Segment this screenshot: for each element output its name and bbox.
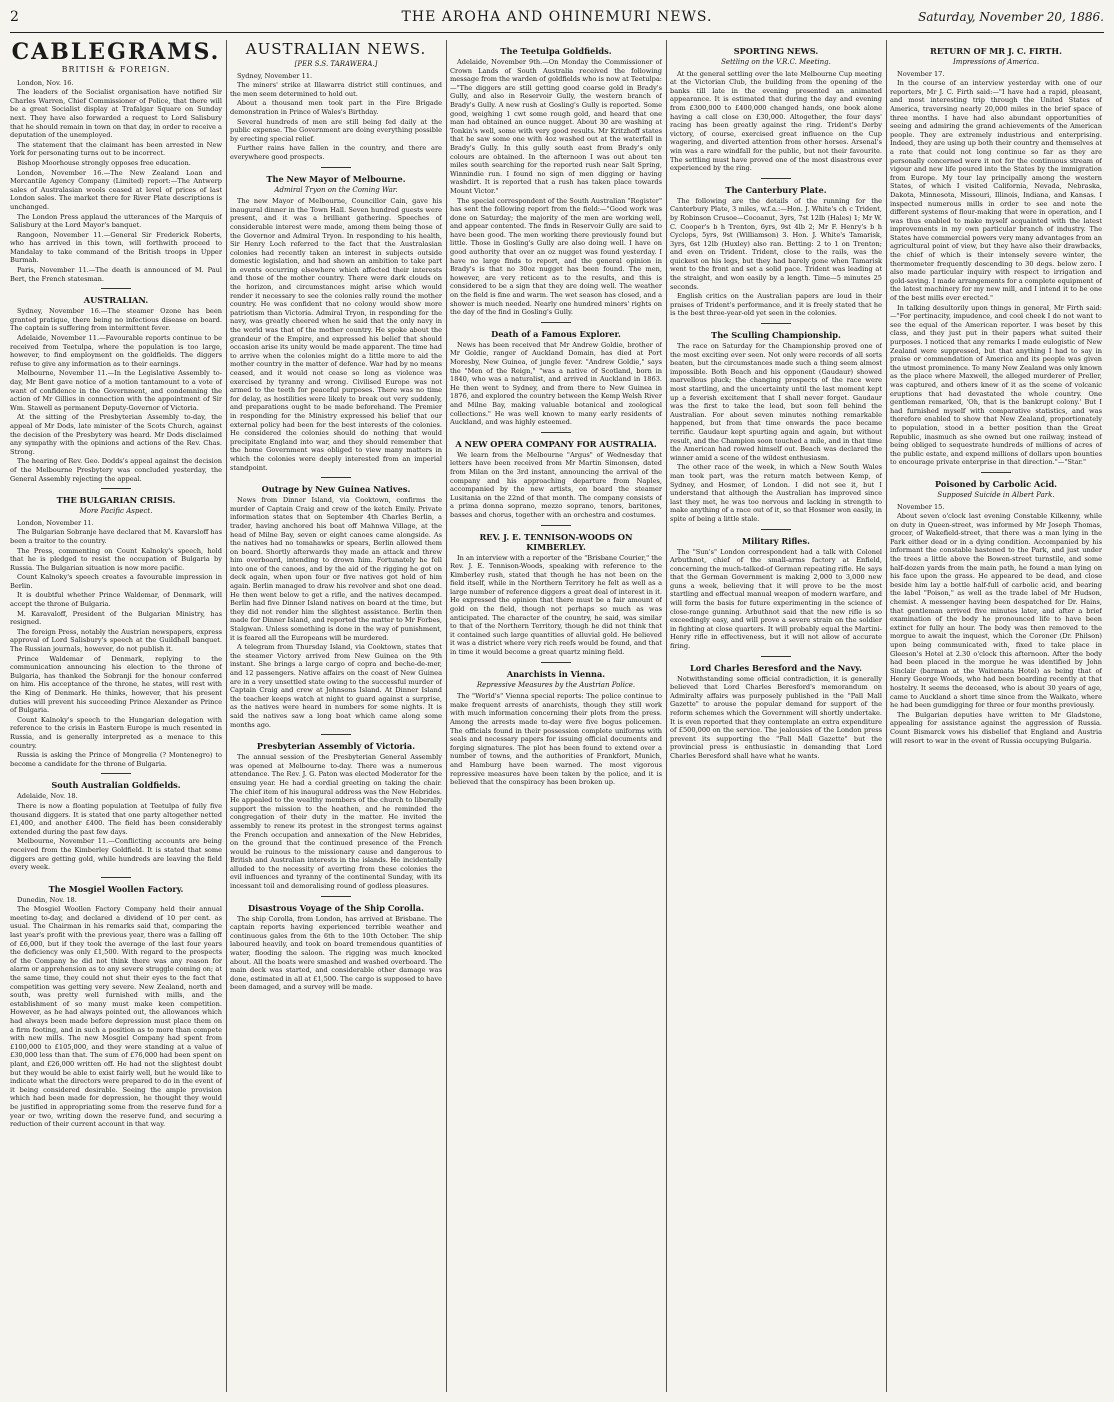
article-paragraph: About a thousand men took part in the Fire Brigade demonstration in Prince of Wales's Birthday.	[230, 99, 442, 116]
article-paragraph: London, Nov. 16.	[17, 78, 74, 87]
article-paragraph: The race on Saturday for the Championship proved one of the most exciting ever seen. Not only were records of all sorts beaten, but the circumstances made such a thing seem almost impossible. Both Beach and his opponent (Gaudaur) showed marvellous pluck; the changing prospects of the race were most startling, and the uncertainty until the last moment kept up a feverish excitement that I shall never forget. Gaudaur was the first to take the lead, but soon fell behind the Australian. For about seven minutes nothing remarkable happened, but from that time onwards the pace became terrific. Gaudaur kept spurting again and again, but without result, and the Champion soon touched a mile, and in that time the American had rowed himself out. Beach was declared the winner amid a scene of the wildest enthusiasm.	[670, 342, 882, 462]
article-headline: Presbyterian Assembly of Victoria.	[256, 741, 416, 752]
article-headline: Disastrous Voyage of the Ship Corolla.	[248, 902, 424, 913]
article-paragraph: The other race of the week, in which a New South Wales man took part, was the return match between Kemp, of Sydney, and Hosmer, of London. I did not see it, but I understand that although the Australian has improved since last they met, he was too nervous and lacking in strength to make anything of a race out of it, so that Hosmer won easily, in spite of being a little stale.	[670, 463, 882, 523]
article-headline: THE BULGARIAN CRISIS.	[56, 495, 176, 506]
article-divider	[761, 323, 791, 324]
article-paragraph: Melbourne, November 11.—Conflicting accounts are being received from the Kimberley Goldfield. It is stated that some diggers are getting gold, while hundreds are leaving the field every week.	[10, 837, 222, 872]
article-paragraph: The Mosgiel Woollen Factory Company held their annual meeting to-day, and declared a dividend of 10 per cent. as usual. The Chairman in his remarks said that, comparing the last year's profit with the previous year, there was a falling off of £6,000, but if they took the average of the last four years the deficiency was only £1,500. With regard to the prospects of the Company he did not think there was any reason for alarm or apprehension as to any severe struggle coming on; at the same time, they could not shut their eyes to the fact that competition was getting very severe. New Zealand, north and south, was pretty well furnished with mills, and the establishment of so many must make keen competition. However, as he had always pointed out, the allowances which had always been made before depression must place them on a firm footing, and in such a position as to more than compete with new mills. The new Mosgiel Company had spent from £100,000 to £105,000, and they were standing at a value of £30,000 less than that. The sum of £76,000 had been spent on plant, and £26,000 written off. He had not the slightest doubt but they would be able to exist fairly well, but he would like to indicate what the directors were prepared to do in the event of it being considered desirable. Seeing the ample provision which had been made for depression, he thought they would be justified in appropriating some from the reserve fund for a year or two, writing down the reserve fund, and securing a reduction of their current account in that way.	[10, 905, 222, 1129]
article-paragraph: Prince Waldemar of Denmark, replying to the communication announcing his election to the throne of Bulgaria, has thanked the Sobranji for the honour conferred on him. His acceptance of the throne, he states, will rest with the King of Denmark. He thinks, however, that his present duties will prevent his succeeding Prince Alexander as Prince of Bulgaria.	[10, 654, 222, 715]
article-paragraph: The miners' strike at Illawarra district still continues, and the men seem determined to hold out.	[230, 81, 442, 98]
article-paragraph: In an interview with a reporter of the "Brisbane Courier," the Rev. J. E. Tennison-Woods, speaking with reference to the Kimberley rush, stated that though he has not been on the field itself, while in the Northern Territory he felt as well as a large number of reference diggers a great deal of interest in it. He expressed the opinion that there must be a fair amount of gold on the field, though not perhaps so much as was anticipated. The character of the country, he said, was similar to that of the Northern Territory, though he did not think that it contained such large quantities of alluvial gold. He believed it was a district where very rich reefs would be found, and that in time it would become a great quartz mining field.	[450, 553, 662, 657]
article-paragraph: We learn from the Melbourne "Argus" of Wednesday that letters have been received from Mr Martin Simonsen, dated from Milan on the 3rd instant, announcing the arrival of the company and his approaching departure from Naples, accompanied by the new artists, on board the steamer Lusitania on the 22nd of that month. The company consists of a prima donna soprano, mezzo soprano, tenors, baritones, basses and chorus, together with an orchestra and costumes.	[450, 450, 662, 519]
article-headline: AUSTRALIAN.	[83, 295, 149, 306]
article-paragraph: The special correspondent of the South Australian "Register" has sent the following report from the field:—"Good work was done on Saturday; the majority of the men are working well, and appear contented. The finds in Reservoir Gully are said to have been good. The men working there previously found but little. Those in Gosling's Gully are also doing well. I have on good authority that over an oz nugget was found yesterday. I have no large finds to report, and the general opinion in Brady's is that no 30oz nugget has been found. The men, however, are very reticent as to the results, and this is considered to be a sign that they are doing well. The weather on the field is fine and warm. The wet season has closed, and a shower is much needed. Nearly one hundred miners' rights on the day of the find in Gosling's Gully.	[450, 196, 662, 317]
column-5	[890, 40, 1102, 1392]
article-paragraph: Sydney, November 11.	[237, 71, 313, 80]
article-paragraph: The "World's" Vienna special reports: The police continue to make frequent arrests of anarchists, though they still work with much information concerning their plots from the press. Among the arrests made to-day were five bogus policemen. The officials found in their possession complete uniforms with seals and necessary papers for issuing official documents and forging signatures. The plot has been found to extend over a number of towns, and the authorities of Frankfort, Munich, and Hamburg have been warned. The most vigorous repressive measures have been taken by the police, and it is believed that the conspiracy has been broken up.	[450, 692, 662, 787]
column-4	[670, 40, 882, 1392]
article-paragraph: A telegram from Thursday Island, via Cooktown, states that the steamer Victory arrived from New Guinea on the 9th instant. She brings a large cargo of copra and beche-de-mer, and 12 passengers. Native affairs on the coast of New Guinea are in a very unsettled state owing to the successful murder of Captain Craig and crew at Johnsons Island. At Dinner Island the teacher keeps watch at night to guard against a surprise, as the natives were heard in numbers for some nights. It is said the natives saw a long boat which came along some months ago.	[230, 643, 442, 729]
article-paragraph: The "Sun's" London correspondent had a talk with Colonel Arbuthnot, chief of the small-arms factory at Enfield, concerning the much-talked-of German repeating rifle. He says that the German Government is making 2,000 to 3,000 new guns a week, believing that it will prove to be the most startling and effectual manual weapon of modern warfare, and will form the basis for future experimenting in the science of close-range gunning. Arbuthnot said that the new rifle is so exceedingly easy, and will prove a severe strain on the soldier in fighting at close quarters. It will probably equal the Martini-Henry rifle in effectiveness, but it will not allow of accurate firing.	[670, 547, 882, 651]
article-subheadline: Repressive Measures by the Austrian Police.	[476, 680, 636, 689]
column-2	[230, 40, 442, 1392]
section-masthead: AUSTRALIAN NEWS.	[245, 40, 427, 58]
article-paragraph: Count Kalnoky's speech creates a favourable impression in Berlin.	[10, 573, 222, 590]
article-paragraph: At the general settling over the late Melbourne Cup meeting at the Victorian Club, the building from the opening of the banks till late in the evening presented an animated appearance. It is estimated that during the day and evening from £300,000 to £400,000 changed hands, one book alone having a call close on £30,000. Altogether, the four days' racing has been greatly against the ring. Trident's Derby victory, of course, exercised great influence on the Cup wagering, and diverted attention from other horses. Arsenal's win was a rare windfall for the public, but not their favourite. The settling must have proved one of the most disastrous ever experienced by the ring.	[670, 69, 882, 173]
article-paragraph: Adelaide, November 11.—Favourable reports continue to be received from Teetulpa, where the population is too large, however, to find employment on the goldfields. The diggers refuse to give any information as to their earnings.	[10, 334, 222, 368]
article-headline: The Mosgiel Woollen Factory.	[48, 883, 184, 894]
article-paragraph: About seven o'clock last evening Constable Kilkenny, while on duty in Queen-street, was informed by Mr Joseph Thomas, grocer, of Wakefield-street, that there was a man lying in the Park either dead or in a dying condition. Accompanied by his informant the constable hastened to the Park, and just under the trees a little above the Bowen-street turnstile, and some half-dozen yards from the main path, he found a man lying on his face upon the grass. He appeared to be dead, and close beside him lay a bottle half-full of carbolic acid, and bearing the label "Poison," as well as the trade label of Mr Hudson, chemist. A messenger having been despatched for Dr. Hains, that gentleman arrived five minutes later, and after a brief examination of the body he pronounced life to have been extinct for fully an hour. The body was then removed to the morgue to await the inquest, which the Coroner (Dr. Philson) upon being communicated with, fixed to take place in Gleeson's Hotel at 2.30 o'clock this afternoon. After the body had been placed in the morgue he was identified by John Sinclair (barman at the Waitemata Hotel) as being that of Henry George Woods, who had been boarding recently at that hostelry. It seems the deceased, who is about 30 years of age, came to Auckland a short time since from the Waikato, where he had been gumdigging for three or four months previously.	[890, 512, 1102, 710]
article-subheadline: [PER S.S. TARAWERA.]	[294, 60, 378, 68]
article-paragraph: The new Mayor of Melbourne, Councillor Cain, gave his inaugural dinner in the Town Hall. Seven hundred guests were present, and it was a brilliant gathering. Speeches of considerable interest were made, among them being those of the Governor and Admiral Tryon. In responding to his health, Sir Henry Loch referred to the fact that the Australasian colonies had recently taken an interest in subjects outside domestic legislation, and had shown an ambition to take part in events occurring elsewhere which affected their interests and those of the mother country. There were dark clouds on the horizon, and circumstances might arise which would render it necessary to see the colonies rally round the mother country. He was confident that no colony would show more patriotism than Victoria. Admiral Tryon, in responding for the navy, was greatly cheered when he said that the only navy in the world was that of the mother country. He spoke about the grandeur of the Empire, and expressed his belief that should occasion arise its unity would be made apparent. The time had to arrive when the colonies might do a little more to aid the mother country in the matter of defence. War had by no means ceased, and it would not cease so long as violence was exercised by tyranny and wrong. Civilised Europe was not armed to the teeth for peaceful purposes. There was no time for delay, as hostilities were likely to break out very suddenly, and preparations ought to be made beforehand. The Premier in responding for the Ministry expressed his belief that our external policy had been for the best interests of the colonies. He considered the colonies should do nothing that would precipitate England into war, and they should remember that the home Government was obliged to view many matters in which the colonies were deeply interested from an imperial standpoint.	[230, 197, 442, 472]
article-divider	[321, 896, 351, 897]
article-paragraph: It is doubtful whether Prince Waldemar, of Denmark, will accept the throne of Bulgaria.	[10, 591, 222, 609]
article-paragraph: Paris, November 11.—The death is announced of M. Paul Bert, the French statesman.	[10, 266, 222, 283]
article-paragraph: Bishop Moorhouse strongly opposes free education.	[17, 158, 191, 167]
article-divider	[541, 432, 571, 433]
article-divider	[981, 472, 1011, 473]
article-paragraph: Further rains have fallen in the country, and there are everywhere good prospects.	[230, 144, 442, 161]
article-headline: Anarchists in Vienna.	[506, 668, 606, 679]
article-subheadline: Admiral Tryon on the Coming War.	[274, 185, 398, 194]
article-headline: The Sculling Championship.	[711, 330, 841, 341]
article-paragraph: The Bulgarian deputies have written to Mr Gladstone, appealing for assistance against the aggression of Russia. Count Bismarck vows his disbelief that England and Austria will resort to war in the event of Russia occupying Bulgaria.	[890, 710, 1102, 745]
article-divider	[101, 877, 131, 878]
article-headline: Outrage by New Guinea Natives.	[261, 484, 411, 495]
article-paragraph: The following are the details of the running for the Canterbury Plate, 3 miles, w.f.a.:—Hon. J. White's ch c Trident, by Robinson Crusoe—Cocoanut, 3yrs, 7st 12lb (Hales) 1; Mr W. C. Cooper's b h Trenton, 6yrs, 9st 4lb 2; Mr F. Henry's b h Cyclops, 5yrs, 9st (Williamson) 3. Hon. J. White's Tamarisk, 3yrs, 6st 12lb (Huxley) also ran. Betting: 2 to 1 on Trenton; and even on Trident. Trident, close to the rails, was the quickest on his legs, but they had barely gone when Tamarisk went to the front and set a solid pace. Trident was leading at the straight, and won easily by a length. Time—5 minutes 25 seconds.	[670, 196, 882, 291]
article-paragraph: The ship Corolla, from London, has arrived at Brisbane. The captain reports having experienced terrible weather and continuous gales from the 6th to the 10th October. The ship laboured heavily, and took on board tremendous quantities of water, flooding the saloon. The rigging was much knocked about. All the boats were smashed and washed overboard. The main deck was started, and considerable other damage was done, estimated in all at £1,500. The cargo is supposed to have been damaged, and a survey will be made.	[230, 914, 442, 992]
article-paragraph: There is now a floating population at Teetulpa of fully five thousand diggers. It is stated that one party altogether netted £1,400, and another £400. The field has been considerably extended during the past few days.	[10, 801, 222, 836]
article-paragraph: Several hundreds of men are still being fed daily at the public expense. The Government are doing everything possible by erecting special relief.	[230, 117, 442, 143]
article-paragraph: The foreign Press, notably the Austrian newspapers, express approval of Lord Salisbury's speech at the Guildhall banquet. The Russian journals, however, do not publish it.	[10, 627, 222, 654]
column-rule	[886, 40, 887, 1392]
article-paragraph: The Press, commenting on Count Kalnoky's speech, hold that he is pledged to resist the occupation of Bulgaria by Russia. The Bulgarian situation is now more pacific.	[10, 546, 222, 572]
column-3	[450, 40, 662, 1392]
article-divider	[101, 288, 131, 289]
article-paragraph: The statement that the claimant has been arrested in New York for personating turns out to be incorrect.	[10, 140, 222, 158]
article-headline: The Canterbury Plate.	[725, 184, 827, 195]
article-paragraph: Count Kalnoky's speech to the Hungarian delegation with reference to the crisis in Eastern Europe is much resented in Russia, and is generally interpreted as a menace to this country.	[10, 715, 222, 750]
article-divider	[761, 178, 791, 179]
article-paragraph: November 17.	[897, 69, 945, 78]
article-headline: RETURN OF MR J. C. FIRTH.	[930, 46, 1062, 56]
article-paragraph: November 15.	[897, 502, 945, 511]
article-paragraph: Dunedin, Nov. 18.	[17, 895, 77, 904]
article-divider	[101, 773, 131, 774]
article-paragraph: London, November 16.—The New Zealand Loan and Mercantile Agency Company (Limited) report:—The Antwerp sales of Australasian wools ceased at level of prices of last London sales. The market there for River Plate descriptions is unchanged.	[10, 168, 222, 211]
article-paragraph: In talking desultorily upon things in general, Mr Firth said:—"For pertinacity, impudence, and cool cheek I do not want to see the equal of the American reporter. I was beset by this class, and they just put in their papers what suited their purposes. I noticed that any remarks I made eulogistic of New Zealand were suppressed, but that anything I had to say in praise or commendation of America and its people was given the utmost prominence. To many New Zealand was only known as the place where Maxwell, the alleged murderer of Preller, was captured, and others knew of it as the scene of volcanic eruptions that had devastated the whole country. One gentleman remarked, 'Oh, that is the bankrupt colony.' But I had furnished myself with comparative statistics, and was therefore enabled to show that New Zealand, proportionately to population, stood in a better position than the Great Republic, inasmuch as she owned but one railway, instead of being obliged to sequestrate hundreds of millions of acres of the public estate, and expend millions of dollars upon bounties to encourage private enterprise in that direction."—"Star."	[890, 303, 1102, 467]
article-headline: SPORTING NEWS.	[733, 46, 819, 56]
article-divider	[321, 167, 351, 168]
issue-date: Saturday, November 20, 1886.	[918, 10, 1104, 24]
newspaper-page	[10, 6, 1104, 1396]
article-paragraph: At the sitting of the Presbyterian Assembly to-day, the appeal of Mr Dods, late minister of the Scots Church, against the decision of the Presbytery was heard. Mr Dods disclaimed any sympathy with the opinions and actions of the Rev. Chas. Strong.	[10, 413, 222, 456]
article-headline: The Teetulpa Goldfields.	[500, 46, 612, 56]
section-masthead: CABLEGRAMS.	[11, 40, 221, 65]
column-1	[10, 40, 222, 1392]
article-headline: South Australian Goldfields.	[51, 780, 181, 791]
section-subtitle: BRITISH & FOREIGN.	[61, 65, 171, 74]
article-paragraph: London, November 11.	[17, 518, 94, 527]
page-number: 2	[10, 9, 19, 25]
article-divider	[321, 477, 351, 478]
article-subheadline: Supposed Suicide in Albert Park.	[937, 490, 1055, 499]
article-paragraph: The Bulgarian Sobranje have declared that M. Kavarsloff has been a traitor to the country.	[10, 528, 222, 545]
column-rule	[666, 40, 667, 1392]
article-headline: Death of a Famous Explorer.	[491, 328, 621, 339]
article-paragraph: Adelaide, Nov. 18.	[17, 792, 78, 801]
article-paragraph: The annual session of the Presbyterian General Assembly was opened at Melbourne to-day. There was a numerous attendance. The Rev. J. G. Paton was elected Moderator for the ensuing year. He had a cordial greeting on taking the chair. The chief item of his inaugural address was the New Hebrides. He appealed to the wealthy members of the church to liberally support the mission to the heathen, and he reminded the congregation of their duty in the matter. He invited the assembly to renew its protest in the strongest terms against the French occupation and annexation of the New Hebrides, on the ground that the continued presence of the French would be ruinous to the missionary cause and dangerous to British and Australian interests in the islands. He incidentally alluded to the necessity of averting from these colonies the evil influences and tyranny of the continental Sunday, with its incessant toil and demoralising round of godless pleasures.	[230, 753, 442, 891]
article-subheadline: Impressions of America.	[952, 58, 1040, 66]
article-paragraph: The hearing of Rev. Geo. Dodds's appeal against the decision of the Melbourne Presbytery was concluded yesterday, the General Assembly rejecting the appeal.	[10, 457, 222, 483]
masthead	[10, 6, 1104, 33]
article-divider	[761, 656, 791, 657]
article-paragraph: News has been received that Mr Andrew Goldie, brother of Mr Goldie, ranger of Auckland Domain, has died at Port Moresby, New Guinea, of jungle fever. "Andrew Goldie," says the "Men of the Reign," "was a native of Scotland, born in 1840, who was a naturalist, and arrived in Auckland in 1863. He then went to Sydney, and from there to New Guinea in 1876, and explored the country between the Kemp Welsh River and Milne Bay, making valuable botanical and zoological collections." He was well known to many early residents of Auckland, and was highly esteemed.	[450, 340, 662, 427]
newspaper-title: THE AROHA AND OHINEMURI NEWS.	[401, 9, 713, 25]
column-rule	[446, 40, 447, 1392]
article-subheadline: Settling on the V.R.C. Meeting.	[721, 58, 831, 66]
article-paragraph: The leaders of the Socialist organisation have notified Sir Charles Warren, Chief Commissioner of Police, that there will be a great Socialist display at Trafalgar Square on Sunday next. They have also forwarded a request to Lord Salisbury that he should remain in town on that day, in order to receive a deputation of the unemployed.	[10, 88, 222, 140]
article-headline: Military Rifles.	[742, 535, 810, 546]
article-headline: Lord Charles Beresford and the Navy.	[690, 662, 862, 673]
article-paragraph: Sydney, November 16.—The steamer Ozone has been granted pratique, there being no infectious disease on board. The captain is suffering from intermittent fever.	[10, 307, 222, 333]
column-rule	[226, 40, 227, 1392]
article-paragraph: News from Dinner Island, via Cooktown, confirms the murder of Captain Craig and crew of the ketch Emily. Private information states that on September 4th Charles Berlin, a trader, having anchored his boat off Mahnwa Village, at the head of Milne Bay, seven or eight canoes came alongside. As the natives had no tomahawks or spears, Berlin allowed them on board. Shortly afterwards they made an attack and threw him overboard, intending to drown him. Fortunately he fell into one of the canoes, and by the aid of the rigging he got on deck again, when upon four or five natives got hold of him again. Berlin managed to draw his revolver and shot one dead. He then went below to get a rifle, and the natives decamped. Berlin had five Dinner Island natives on board at the time, but they did not render him the slightest assistance. Berlin then made for Dinner Island, and reported the matter to Mr Forbes, Stalgwan. Unless something is done in the way of punishment, it is feared all the Europeans will be murdered.	[230, 496, 442, 642]
article-paragraph: M. Karavaloff, President of the Bulgarian Ministry, has resigned.	[10, 609, 222, 627]
article-paragraph: Rangoon, November 11.—General Sir Frederick Roberts, who has arrived in this town, will forthwith proceed to Mandalay to take command of the British troops in Upper Burmah.	[10, 230, 222, 265]
article-paragraph: In the course of an interview yesterday with one of our reporters, Mr J. C. Firth said:—"I have had a rapid, pleasant, and most interesting trip through the United States of America, traversing nearly 20,000 miles in the brief space of three months. I have had also abundant opportunities of seeing and admiring the grand achievements of the American people. They are extremely industrious and enterprising. Indeed, they are using up both their country and themselves at a rate that could not long continue so far as they are personally concerned were it not for the continuous stream of vigour and new life poured into the States by the immigration from Europe. My tour lay principally among the western States, of which I visited California, Nevada, Nebraska, Dakota, Minnesota, Missouri, Illinois, Indiana, and Kansas. I inspected numerous mills in order to see and note the different systems of flour-making that were in operation, and I was thus enabled to make myself acquainted with the latest improvements in my own particular branch of industry. The States have commercial powers very many advantages from an agricultural point of view, but they have also their drawbacks, the chief of which is their intensely severe winter, the thermometer frequently descending to 30 degs. below zero. I also made particular inquiry with respect to irrigation and gold-saving. I made arrangements for a complete equipment of the latest machinery for my new mill, and I intend it to be one of the best mills ever erected."	[890, 79, 1102, 303]
article-paragraph: Notwithstanding some official contradiction, it is generally believed that Lord Charles Beresford's memorandum on Admiralty affairs was purposely published in the "Pall Mall Gazette" to arouse the popular demand for support of the reform schemes which the Government will shortly undertake. It is even reported that they contemplate an extra expenditure of £500,000 on the service. The jealousies of the London press prevent its supporting the "Pall Mall Gazette" but the provincial press is enthusiastic in demanding that Lord Charles Beresford shall have what he wants.	[670, 674, 882, 760]
article-paragraph: Melbourne, November 11.—In the Legislative Assembly to-day, Mr Bent gave notice of a motion tantamount to a vote of want of confidence in the Government, and condemning the action of Mr Gillies in connection with the appointment of Sir Wm. Stawell as permanent Deputy-Governor of Victoria.	[10, 369, 222, 412]
article-divider	[541, 525, 571, 526]
article-headline: A NEW OPERA COMPANY FOR AUSTRALIA.	[455, 438, 657, 449]
article-divider	[101, 488, 131, 489]
article-headline: Poisoned by Carbolic Acid.	[934, 478, 1058, 489]
article-divider	[321, 734, 351, 735]
article-divider	[541, 322, 571, 323]
article-paragraph: Adelaide, November 9th.—On Monday the Commissioner of Crown Lands of South Australia received the following message from the warden of goldfields who is now at Teetulpa:—"The diggers are still getting good coarse gold in Brady's Gully, and also in Reservoir Gully, the western branch of Brady's Gully. A new rush at Gosling's Gully is reported. Some good, weighing 1 cwt some rough gold, and heard that one man had obtained an ounce nugget. About 30 are washing at Tonkin's well, some with very good results. Mr Kritzhoff states that he saw some one with 4oz washed out at the waterfall in Brady's Gully. In this gully south east from Brady's only colours are obtained. In the afternoon I was out about ten miles south searching for the reported rush near Salt Spring, Winnindie run. I found no sign of men digging or having washdirt. It is reported that a rush has taken place towards Mount Victor."	[450, 58, 662, 195]
article-paragraph: English critics on the Australian papers are loud in their praises of Trident's performance, and it is freely stated that he is the best three-year-old yet seen in the colonies.	[670, 292, 882, 318]
article-divider	[761, 529, 791, 530]
article-headline: The New Mayor of Melbourne.	[266, 173, 406, 184]
article-divider	[541, 662, 571, 663]
article-subheadline: More Pacific Aspect.	[79, 507, 153, 516]
article-paragraph: Russia is asking the Prince of Mongrelia (? Montenegro) to become a candidate for the throne of Bulgaria.	[10, 751, 222, 768]
article-headline: REV. J. E. TENNISON-WOODS ON KIMBERLEY.	[479, 531, 633, 552]
article-paragraph: The London Press applaud the utterances of the Marquis of Salisbury at the Lord Mayor's banquet.	[10, 212, 222, 230]
